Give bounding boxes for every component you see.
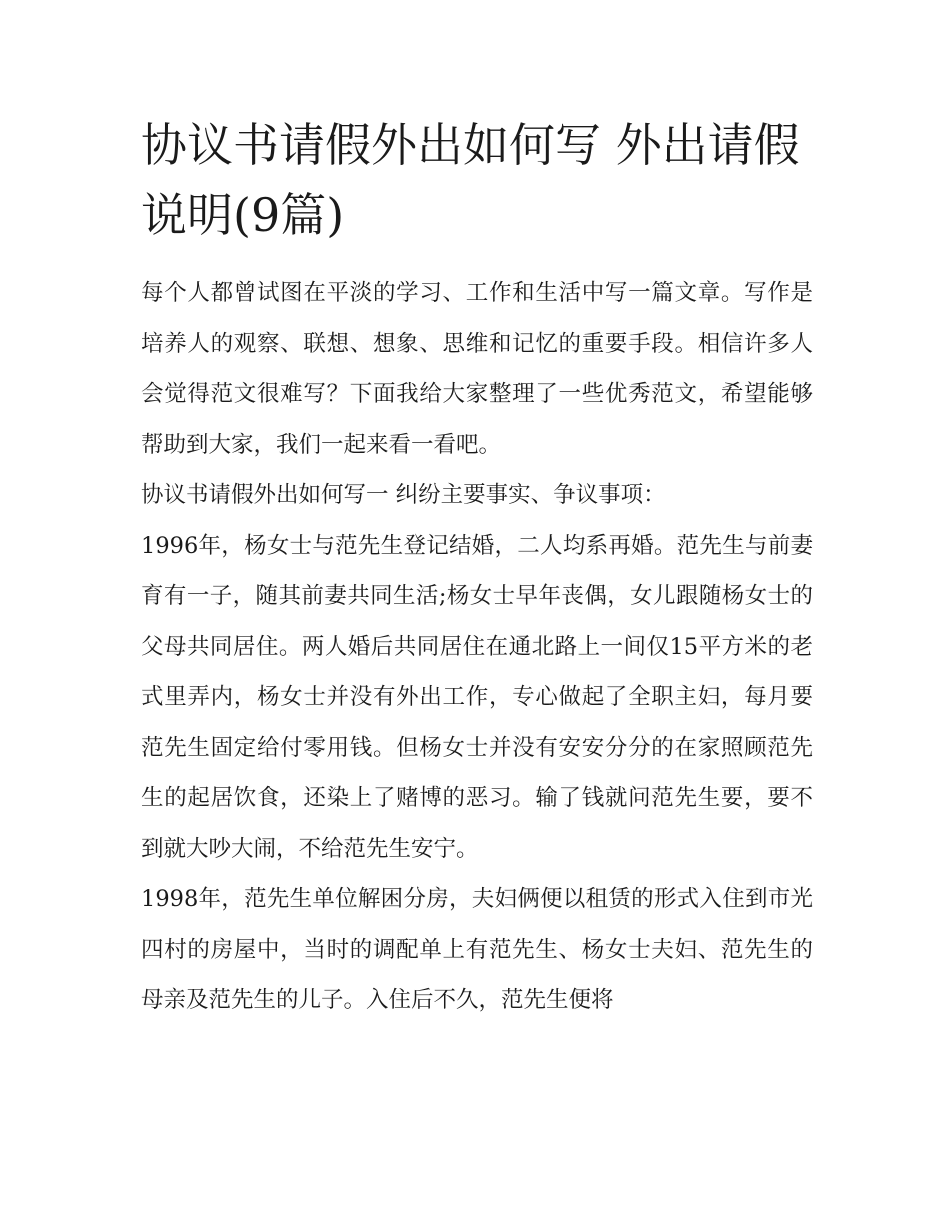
document-page [141,110,813,1026]
paragraph-section-heading: 协议书请假外出如何写一 纠纷主要事实、争议事项： [141,482,666,508]
paragraph-intro: 每个人都曾试图在平淡的学习、工作和生活中写一篇文章。写作是培养人的观察、联想、想象、思维和记忆的重要手段。相信许多人会觉得范文很难写？下面我给大家整理了一些优秀范文，希望能够帮助到大家，我们一起来看一看吧。 [141,280,813,458]
paragraph-1996: 1996年，杨女士与范先生登记结婚，二人均系再婚。范先生与前妻育有一子，随其前妻共同生活;杨女士早年丧偶，女儿跟随杨女士的父母共同居住。两人婚后共同居住在通北路上一间仅15平方米的老式里弄内，杨女士并没有外出工作，专心做起了全职主妇，每月要范先生固定给付零用钱。但杨女士并没有安安分分的在家照顾范先生的起居饮食，还染上了赌博的恶习。输了钱就问范先生要，要不到就大吵大闹，不给范先生安宁。 [141,532,813,862]
document-title: 协议书请假外出如何写 外出请假说明(9篇) [141,118,800,242]
paragraph-1998: 1998年，范先生单位解困分房，夫妇俩便以租赁的形式入住到市光四村的房屋中，当时的调配单上有范先生、杨女士夫妇、范先生的母亲及范先生的儿子。入住后不久，范先生便将 [141,886,813,1013]
